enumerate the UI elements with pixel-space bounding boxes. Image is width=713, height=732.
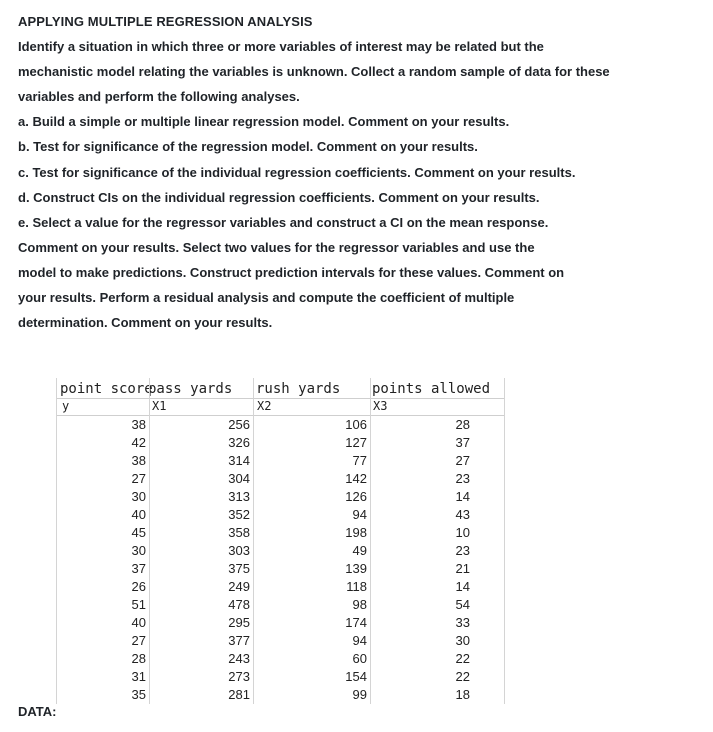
table-cell: 127 [345, 435, 367, 450]
table-cell: 142 [345, 471, 367, 486]
text-line: model to make predictions. Construct prediction intervals for these values. Comment on [18, 264, 565, 280]
table-cell: 352 [228, 507, 250, 522]
table-cell: 249 [228, 579, 250, 594]
table-cell: 27 [455, 453, 470, 468]
table-cell: 49 [352, 543, 367, 558]
table-cell: 198 [345, 525, 367, 540]
table-cell: 23 [455, 471, 470, 486]
table-cell: 22 [455, 669, 470, 684]
table-cell: 126 [345, 489, 367, 504]
table-cell: 243 [228, 651, 250, 666]
table-cell: 33 [455, 615, 470, 630]
header-divider [56, 398, 504, 399]
table-cell: 154 [345, 669, 367, 684]
table-cell: 314 [228, 453, 250, 468]
column-divider [149, 378, 150, 704]
table-cell: 313 [228, 489, 250, 504]
text-line: c. Test for significance of the individual regression coefficients. Comment on your results. [18, 164, 576, 180]
table-cell: 77 [352, 453, 367, 468]
subheader-x3: X3 [373, 399, 388, 413]
table-cell: 478 [228, 597, 250, 612]
table-cell: 43 [455, 507, 470, 522]
table-cell: 118 [346, 579, 367, 594]
table-cell: 30 [131, 543, 146, 558]
table-cell: 27 [131, 633, 146, 648]
table-cell: 99 [352, 687, 367, 702]
table-cell: 27 [131, 471, 146, 486]
table-cell: 139 [345, 561, 367, 576]
table-cell: 281 [228, 687, 250, 702]
page-title: APPLYING MULTIPLE REGRESSION ANALYSIS [18, 14, 313, 29]
table-cell: 23 [455, 543, 470, 558]
table-cell: 60 [352, 651, 367, 666]
table-cell: 28 [131, 651, 146, 666]
subheader-divider [56, 415, 504, 416]
header-point-score: point score [60, 381, 153, 397]
table-cell: 358 [228, 525, 250, 540]
table-cell: 26 [131, 579, 146, 594]
subheader-y: y [62, 399, 70, 413]
header-pass-yards: pass yards [148, 381, 233, 397]
table-cell: 375 [228, 561, 250, 576]
column-divider [504, 378, 505, 704]
table-cell: 37 [131, 561, 146, 576]
table-cell: 377 [228, 633, 250, 648]
table-cell: 31 [131, 669, 146, 684]
table-cell: 106 [345, 417, 367, 432]
table-cell: 21 [455, 561, 470, 576]
text-line: a. Build a simple or multiple linear regression model. Comment on your results. [18, 114, 510, 130]
table-cell: 22 [455, 651, 470, 666]
header-points-allowed: points allowed [372, 381, 491, 397]
table-cell: 40 [131, 507, 146, 522]
table-cell: 326 [228, 435, 250, 450]
text-line: Comment on your results. Select two values for the regressor variables and use the [18, 239, 535, 255]
text-line: mechanistic model relating the variables is unknown. Collect a random sample of data for these [18, 64, 610, 80]
table-cell: 51 [131, 597, 146, 612]
table-cell: 35 [131, 687, 146, 702]
table-cell: 256 [228, 417, 250, 432]
table-cell: 37 [455, 435, 470, 450]
column-divider [253, 378, 254, 704]
table-cell: 42 [131, 435, 146, 450]
column-divider [56, 378, 57, 704]
text-line: e. Select a value for the regressor variables and construct a CI on the mean response. [18, 214, 549, 230]
table-cell: 30 [131, 489, 146, 504]
table-cell: 45 [131, 525, 146, 540]
table-cell: 40 [131, 615, 146, 630]
table-cell: 303 [228, 543, 250, 558]
table-cell: 174 [345, 615, 367, 630]
table-cell: 14 [455, 579, 470, 594]
table-cell: 54 [455, 597, 470, 612]
table-cell: 98 [352, 597, 367, 612]
table-cell: 30 [455, 633, 470, 648]
table-cell: 304 [228, 471, 250, 486]
text-line: your results. Perform a residual analysis and compute the coefficient of multiple [18, 290, 515, 305]
header-rush-yards: rush yards [256, 381, 341, 397]
subheader-x2: X2 [257, 399, 272, 413]
table-cell: 295 [228, 615, 250, 630]
table-cell: 94 [352, 507, 367, 522]
text-line: b. Test for significance of the regression model. Comment on your results. [18, 139, 478, 155]
table-cell: 38 [131, 417, 146, 432]
text-line: variables and perform the following analyses. [18, 89, 300, 105]
text-line: Identify a situation in which three or more variables of interest may be related but the [18, 39, 544, 54]
subheader-x1: X1 [152, 399, 167, 413]
table-cell: 18 [455, 687, 470, 702]
table-cell: 10 [455, 525, 470, 540]
data-label: DATA: [18, 704, 57, 719]
column-divider [370, 378, 371, 704]
table-cell: 273 [228, 669, 250, 684]
table-cell: 28 [455, 417, 470, 432]
table-cell: 38 [131, 453, 146, 468]
text-line: determination. Comment on your results. [18, 315, 273, 331]
table-cell: 14 [455, 489, 470, 504]
table-cell: 94 [352, 633, 367, 648]
text-line: d. Construct CIs on the individual regression coefficients. Comment on your results. [18, 189, 540, 205]
